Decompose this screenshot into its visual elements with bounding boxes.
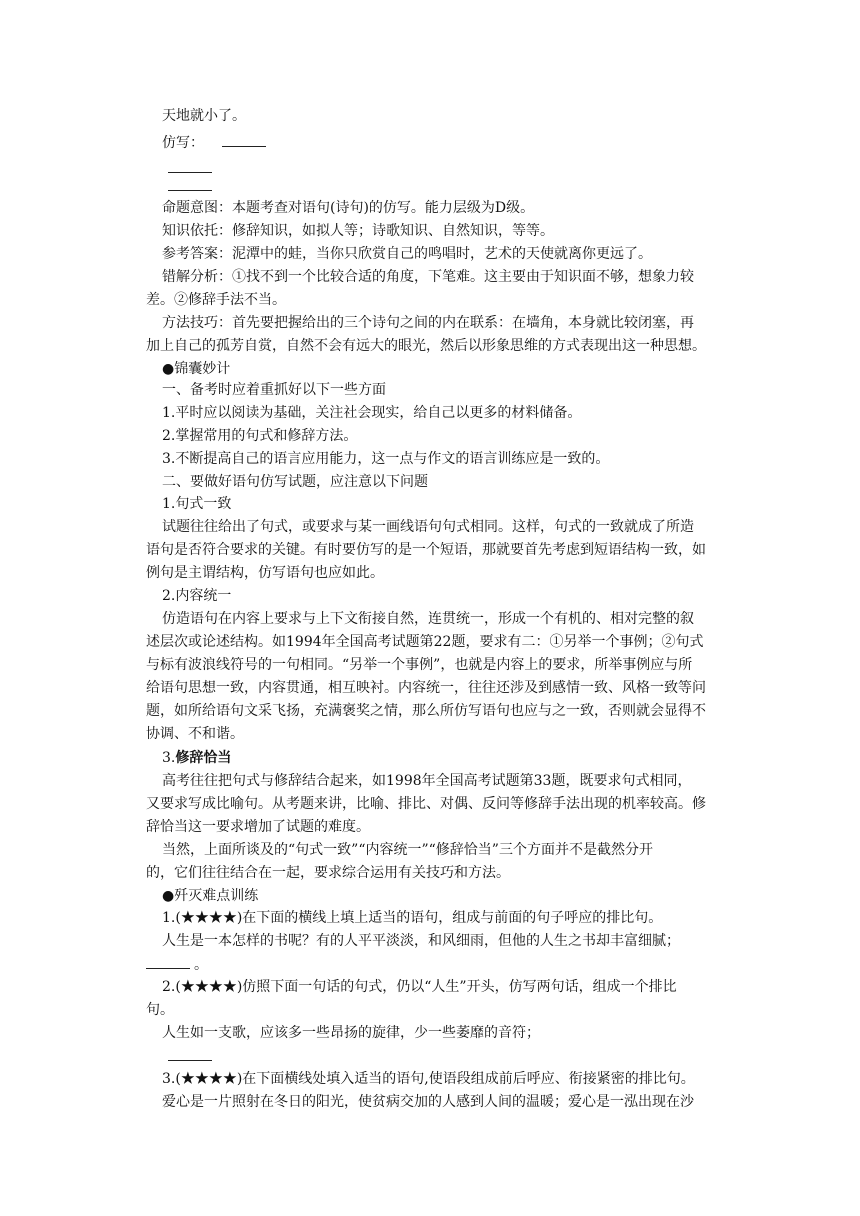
subheading-text: 修辞恰当: [175, 750, 232, 766]
question-line: 1.(★★★★)在下面的横线上填上适当的语句，组成与前面的句子呼应的排比句。: [162, 910, 663, 926]
text-line: 3.不断提高自己的语言应用能力，这一点与作文的语言训练应是一致的。: [162, 451, 610, 467]
text-line: 例句是主谓结构，仿写语句也应如此。: [146, 565, 384, 581]
text-line: [162, 176, 212, 196]
text-line: 又要求写成比喻句。从考题来讲，比喻、排比、对偶、反问等修辞手法出现的机率较高。修: [146, 796, 706, 812]
section-heading: ●歼灭难点训练: [162, 888, 259, 904]
question-line: 2.(★★★★)仿照下面一句话的句式，仍以“人生”开头，仿写两句话，组成一个排比: [162, 979, 677, 995]
text-line: 语句是否符合要求的关键。有时要仿写的是一个短语，那就要首先考虑到短语结构一致，如: [146, 542, 706, 558]
text-line: 仿造语句在内容上要求与上下文衔接自然，连贯统一，形成一个有机的、相对完整的叙: [162, 611, 694, 627]
text-line: [162, 132, 266, 152]
answer-blank[interactable]: [168, 1046, 212, 1061]
subheading: 1.句式一致: [162, 496, 232, 512]
text-line: [162, 158, 212, 178]
text-line: 错解分析：①找不到一个比较合适的角度，下笔难。这主要由于知识面不够，想象力较: [162, 269, 694, 285]
answer-blank[interactable]: [168, 176, 212, 191]
text-line: 给语句思想一致，内容贯通，相互映衬。内容统一，往往还涉及到感情一致、风格一致等问: [146, 680, 706, 696]
answer-blank[interactable]: [146, 954, 190, 969]
subheading-number: 3.: [162, 750, 176, 766]
question-line: 3.(★★★★)在下面横线处填入适当的语句,使语段组成前后呼应、衔接紧密的排比句。: [162, 1071, 695, 1087]
text-line: [146, 954, 208, 974]
text-line: 协调、不和谐。: [146, 726, 244, 742]
section-heading: ●锦囊妙计: [162, 361, 231, 377]
text-line: 方法技巧：首先要把握给出的三个诗句之间的内在联系：在墙角，本身就比较闭塞，再: [162, 315, 694, 331]
text-line: 辞恰当这一要求增加了试题的难度。: [146, 819, 370, 835]
text-line: 试题往往给出了句式，或要求与某一画线语句句式相同。这样，句式的一致就成了所造: [162, 519, 694, 535]
text-line: 1.平时应以阅读为基础，关注社会现实，给自己以更多的材料储备。: [162, 405, 582, 421]
text-line: [162, 1046, 212, 1066]
text-line: 二、要做好语句仿写试题，应注意以下问题: [162, 474, 428, 490]
answer-blank[interactable]: [168, 158, 212, 173]
text-line: 差。②修辞手法不当。: [146, 292, 286, 308]
answer-blank[interactable]: [222, 132, 266, 147]
text-line: 参考答案：泥潭中的蛙，当你只欣赏自己的鸣唱时，艺术的天使就离你更远了。: [162, 246, 652, 262]
text-line: 人生如一支歌，应该多一些昂扬的旋律，少一些萎靡的音符；: [162, 1025, 540, 1041]
text-line: 爱心是一片照射在冬日的阳光，使贫病交加的人感到人间的温暖；爱心是一泓出现在沙: [162, 1094, 694, 1110]
subheading: 2.内容统一: [162, 588, 232, 604]
text-line: 知识依托：修辞知识，如拟人等；诗歌知识、自然知识，等等。: [162, 223, 554, 239]
text-line: 加上自己的孤芳自赏，自然不会有远大的眼光，然后以形象思维的方式表现出这一种思想。: [146, 338, 706, 354]
text-line: 人生是一本怎样的书呢？有的人平平淡淡，和风细雨，但他的人生之书却丰富细腻；: [162, 933, 680, 949]
text-line: 天地就小了。: [162, 108, 246, 124]
text-line: 句。: [146, 1002, 174, 1018]
text-line: 题，如所给语句文采飞扬，充满褒奖之情，那么所仿写语句也应与之一致，否则就会显得不: [146, 703, 706, 719]
text-line: 2.掌握常用的句式和修辞方法。: [162, 428, 358, 444]
text-line: 与标有波浪线符号的一句相同。“另举一个事例”，也就是内容上的要求，所举事例应与所: [146, 657, 693, 673]
text-line: 高考往往把句式与修辞结合起来，如1998年全国高考试题第33题，既要求句式相同，: [162, 773, 692, 789]
sentence-end: 。: [194, 957, 208, 973]
fill-label: 仿写：: [162, 135, 204, 151]
text-line: 命题意图：本题考查对语句(诗句)的仿写。能力层级为D级。: [162, 200, 535, 216]
text-line: 的，它们往往结合在一起，要求综合运用有关技巧和方法。: [146, 865, 510, 881]
text-line: 一、备考时应着重抓好以下一些方面: [162, 382, 386, 398]
text-line: 述层次或论述结构。如1994年全国高考试题第22题，要求有二：①另举一个事例；②句式: [146, 634, 704, 650]
subheading: [162, 748, 231, 768]
text-line: 当然，上面所谈及的“句式一致”“内容统一”“修辞恰当”三个方面并不是截然分开: [162, 842, 653, 858]
